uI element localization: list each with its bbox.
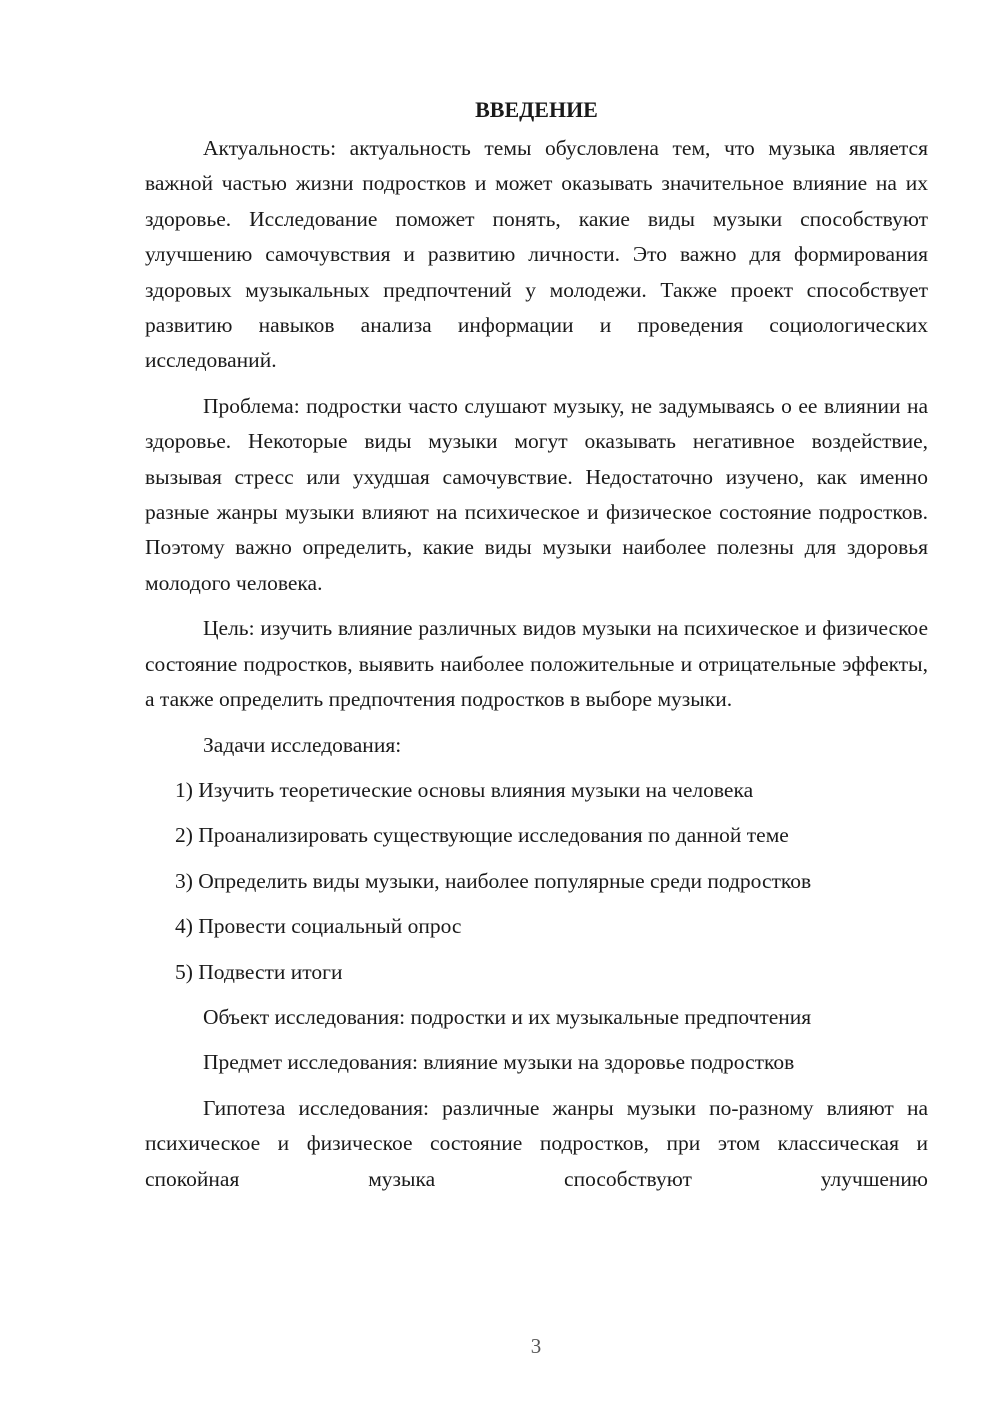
paragraph-goal: Цель: изучить влияние различных видов музыки на психическое и физическое состояние подростков, выявить наиболее положительные и отрицательные эффекты, а также определить предпочтения подростков в выборе музыки. bbox=[145, 616, 928, 712]
list-item: 4) Провести социальный опрос bbox=[175, 914, 462, 939]
section-title: ВВЕДЕНИЕ bbox=[475, 97, 598, 122]
document-page bbox=[145, 92, 928, 1207]
list-item: 2) Проанализировать существующие исследования по данной теме bbox=[175, 823, 789, 848]
tasks-heading: Задачи исследования: bbox=[203, 732, 402, 757]
page-number: 3 bbox=[530, 1334, 542, 1358]
tasks-list bbox=[145, 773, 928, 990]
paragraph-hypothesis: Гипотеза исследования: различные жанры музыки по-разному влияют на психическое и физическое состояние подростков, при этом классическая и спокойная музыка способствуют улучшению bbox=[145, 1095, 928, 1191]
research-object: Объект исследования: подростки и их музыкальные предпочтения bbox=[203, 1004, 812, 1029]
paragraph-problem: Проблема: подростки часто слушают музыку, не задумываясь о ее влиянии на здоровье. Некоторые виды музыки могут оказывать негативное воздействие, вызывая стресс или ухудшая самочувствие. Недостаточно изучено, как именно разные жанры музыки влияют на психическое и физическое состояние подростков. Поэтому важно определить, какие виды музыки наиболее полезны для здоровья молодого человека. bbox=[145, 393, 928, 595]
list-item: 5) Подвести итоги bbox=[175, 959, 343, 984]
list-item: 3) Определить виды музыки, наиболее популярные среди подростков bbox=[175, 868, 812, 893]
paragraph-relevance: Актуальность: актуальность темы обусловлена тем, что музыка является важной частью жизни подростков и может оказывать значительное влияние на их здоровье. Исследование поможет понять, какие виды музыки способствуют улучшению самочувствия и развитию личности. Это важно для формирования здоровых музыкальных предпочтений у молодежи. Также проект способствует развитию навыков анализа информации и проведения социологических исследований. bbox=[145, 136, 928, 373]
research-subject: Предмет исследования: влияние музыки на здоровье подростков bbox=[203, 1050, 795, 1075]
list-item: 1) Изучить теоретические основы влияния музыки на человека bbox=[175, 777, 754, 802]
